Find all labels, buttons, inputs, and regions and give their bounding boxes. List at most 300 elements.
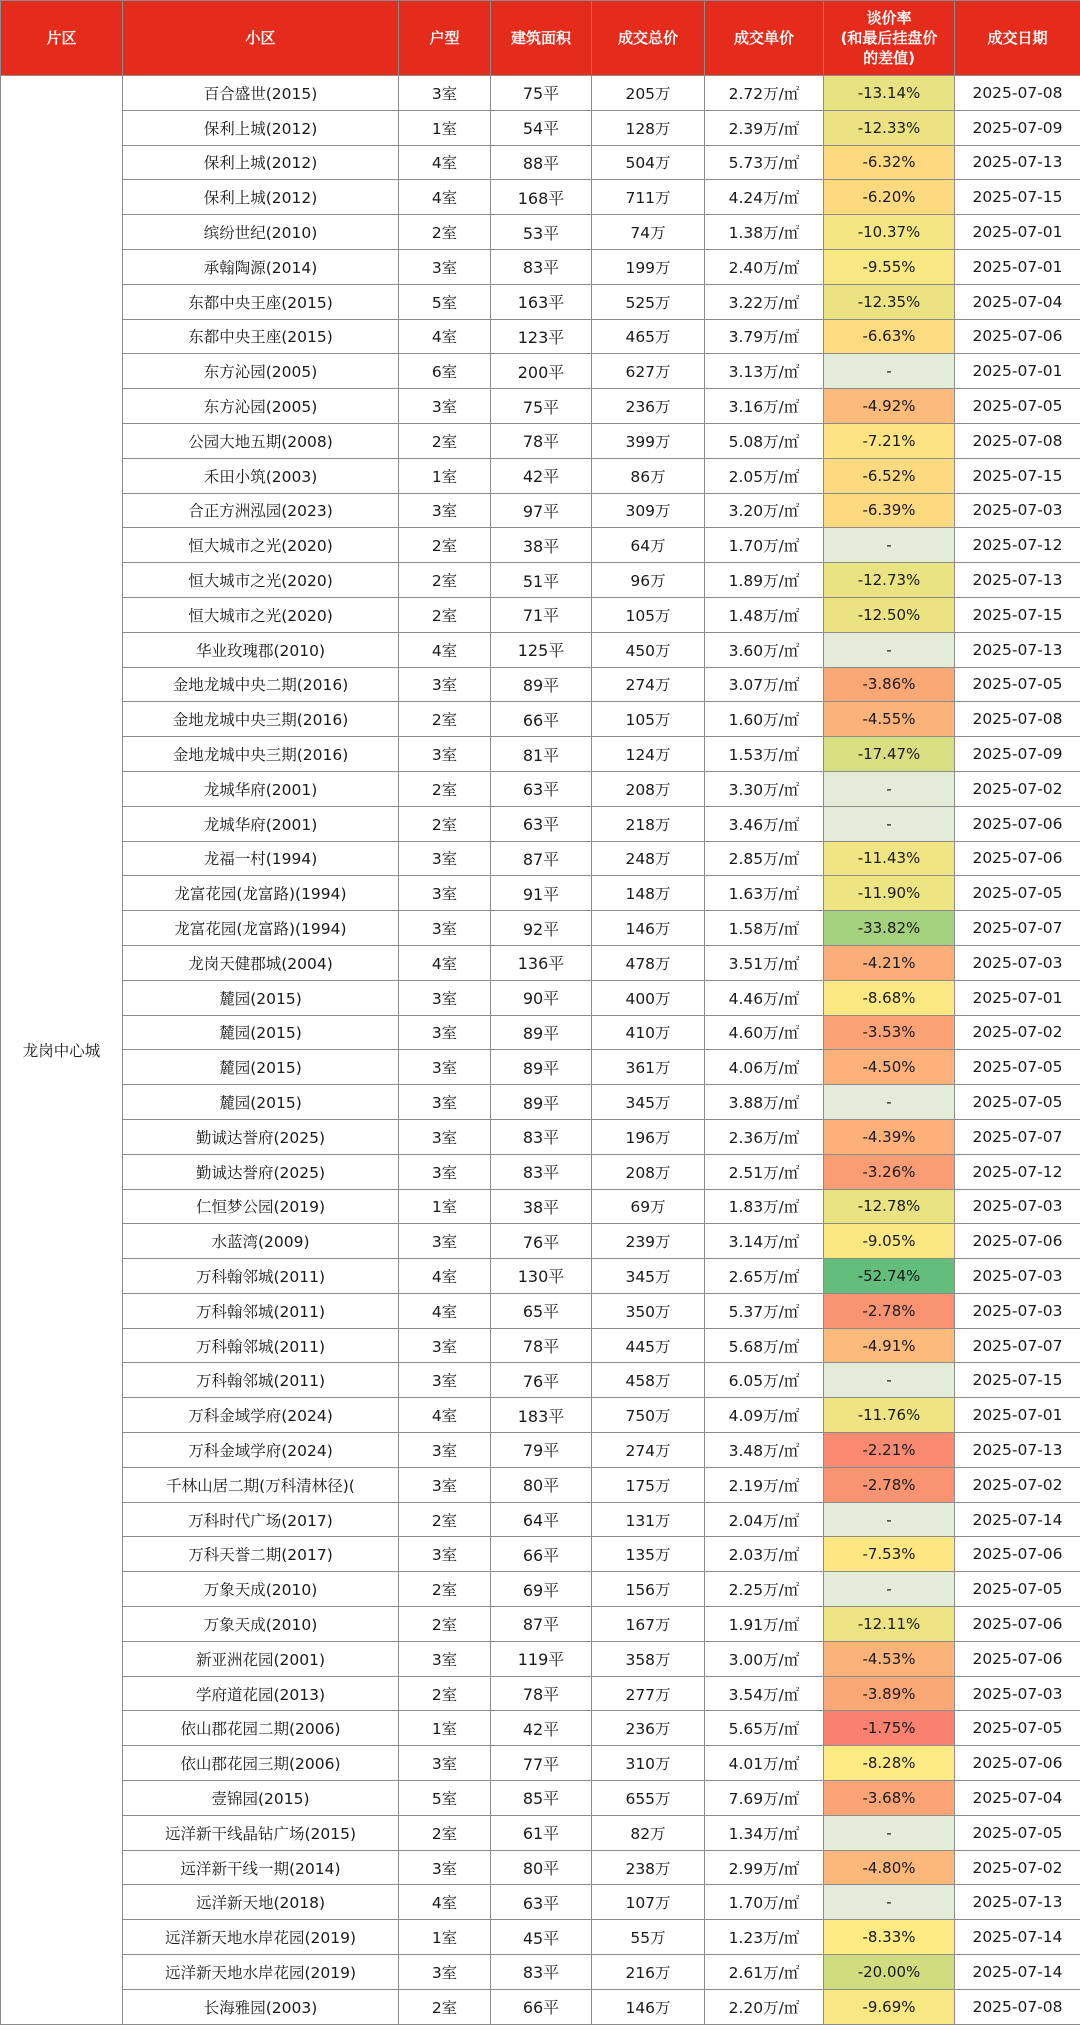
community-cell: 龙岗天健郡城(2004) [123, 945, 399, 980]
community-cell: 东都中央王座(2015) [123, 319, 399, 354]
layout-cell: 4室 [399, 180, 491, 215]
table-row [1, 597, 1080, 632]
layout-cell: 3室 [399, 1328, 491, 1363]
table-row [1, 1502, 1080, 1537]
date-cell: 2025-07-07 [955, 1119, 1080, 1154]
community-cell: 麓园(2015) [123, 1015, 399, 1050]
layout-cell: 4室 [399, 1398, 491, 1433]
date-cell: 2025-07-06 [955, 841, 1080, 876]
table-row [1, 1433, 1080, 1468]
layout-cell: 5室 [399, 1781, 491, 1816]
table-row [1, 389, 1080, 424]
unit-price-cell: 5.08万/㎡ [705, 423, 824, 458]
community-cell: 远洋新天地(2018) [123, 1885, 399, 1920]
table-row [1, 1885, 1080, 1920]
date-cell: 2025-07-13 [955, 1433, 1080, 1468]
date-cell: 2025-07-13 [955, 145, 1080, 180]
community-cell: 万象天成(2010) [123, 1607, 399, 1642]
table-row [1, 1293, 1080, 1328]
unit-price-cell: 1.38万/㎡ [705, 215, 824, 250]
date-cell: 2025-07-05 [955, 1711, 1080, 1746]
community-cell: 仁恒梦公园(2019) [123, 1189, 399, 1224]
area-cell: 136平 [491, 945, 592, 980]
layout-cell: 3室 [399, 1537, 491, 1572]
unit-price-cell: 2.61万/㎡ [705, 1955, 824, 1990]
area-cell: 87平 [491, 841, 592, 876]
header-unit-price: 成交单价 [705, 1, 824, 76]
community-cell: 金地龙城中央三期(2016) [123, 737, 399, 772]
total-price-cell: 107万 [592, 1885, 705, 1920]
table-row [1, 1398, 1080, 1433]
unit-price-cell: 1.23万/㎡ [705, 1920, 824, 1955]
area-cell: 71平 [491, 597, 592, 632]
community-cell: 龙城华府(2001) [123, 771, 399, 806]
layout-cell: 4室 [399, 1293, 491, 1328]
total-price-cell: 239万 [592, 1224, 705, 1259]
date-cell: 2025-07-07 [955, 1328, 1080, 1363]
table-row [1, 1537, 1080, 1572]
bargain-rate-cell: - [824, 632, 955, 667]
community-cell: 恒大城市之光(2020) [123, 597, 399, 632]
community-cell: 万科翰邻城(2011) [123, 1259, 399, 1294]
table-row [1, 284, 1080, 319]
community-cell: 金地龙城中央二期(2016) [123, 667, 399, 702]
total-price-cell: 310万 [592, 1746, 705, 1781]
area-cell: 200平 [491, 354, 592, 389]
layout-cell: 3室 [399, 493, 491, 528]
table-row [1, 1711, 1080, 1746]
unit-price-cell: 1.48万/㎡ [705, 597, 824, 632]
layout-cell: 3室 [399, 76, 491, 111]
layout-cell: 3室 [399, 389, 491, 424]
table-row [1, 702, 1080, 737]
layout-cell: 2室 [399, 1502, 491, 1537]
layout-cell: 1室 [399, 1189, 491, 1224]
total-price-cell: 175万 [592, 1467, 705, 1502]
area-cell: 38平 [491, 1189, 592, 1224]
table-row [1, 458, 1080, 493]
layout-cell: 4室 [399, 1885, 491, 1920]
bargain-rate-cell: -17.47% [824, 737, 955, 772]
community-cell: 万科金域学府(2024) [123, 1398, 399, 1433]
layout-cell: 3室 [399, 1850, 491, 1885]
area-cell: 89平 [491, 1085, 592, 1120]
bargain-rate-cell: - [824, 354, 955, 389]
community-cell: 东方沁园(2005) [123, 354, 399, 389]
layout-cell: 2室 [399, 597, 491, 632]
table-row [1, 632, 1080, 667]
area-cell: 54平 [491, 110, 592, 145]
date-cell: 2025-07-02 [955, 1015, 1080, 1050]
layout-cell: 2室 [399, 423, 491, 458]
date-cell: 2025-07-06 [955, 1224, 1080, 1259]
table-row [1, 319, 1080, 354]
date-cell: 2025-07-06 [955, 806, 1080, 841]
table-row [1, 1781, 1080, 1816]
table-row [1, 737, 1080, 772]
table-row [1, 1015, 1080, 1050]
table-row [1, 841, 1080, 876]
table-row [1, 876, 1080, 911]
unit-price-cell: 6.05万/㎡ [705, 1363, 824, 1398]
layout-cell: 3室 [399, 980, 491, 1015]
bargain-rate-cell: -3.89% [824, 1676, 955, 1711]
date-cell: 2025-07-08 [955, 1989, 1080, 2024]
date-cell: 2025-07-05 [955, 1572, 1080, 1607]
community-cell: 恒大城市之光(2020) [123, 528, 399, 563]
area-cell: 85平 [491, 1781, 592, 1816]
table-row [1, 667, 1080, 702]
bargain-rate-cell: -8.33% [824, 1920, 955, 1955]
table-row [1, 493, 1080, 528]
layout-cell: 3室 [399, 737, 491, 772]
area-cell: 66平 [491, 1989, 592, 2024]
unit-price-cell: 1.89万/㎡ [705, 563, 824, 598]
bargain-rate-cell: -11.90% [824, 876, 955, 911]
community-cell: 麓园(2015) [123, 980, 399, 1015]
unit-price-cell: 2.36万/㎡ [705, 1119, 824, 1154]
date-cell: 2025-07-09 [955, 737, 1080, 772]
area-cell: 83平 [491, 249, 592, 284]
total-price-cell: 146万 [592, 1989, 705, 2024]
table-row [1, 806, 1080, 841]
total-price-cell: 450万 [592, 632, 705, 667]
table-row [1, 215, 1080, 250]
area-cell: 45平 [491, 1920, 592, 1955]
unit-price-cell: 4.01万/㎡ [705, 1746, 824, 1781]
community-cell: 勤诚达誉府(2025) [123, 1119, 399, 1154]
layout-cell: 2室 [399, 806, 491, 841]
area-cell: 61平 [491, 1815, 592, 1850]
bargain-rate-cell: - [824, 806, 955, 841]
table-row [1, 563, 1080, 598]
bargain-rate-cell: -4.39% [824, 1119, 955, 1154]
table-row [1, 945, 1080, 980]
bargain-rate-cell: -2.21% [824, 1433, 955, 1468]
layout-cell: 4室 [399, 945, 491, 980]
date-cell: 2025-07-01 [955, 354, 1080, 389]
date-cell: 2025-07-02 [955, 1850, 1080, 1885]
total-price-cell: 135万 [592, 1537, 705, 1572]
unit-price-cell: 7.69万/㎡ [705, 1781, 824, 1816]
bargain-rate-cell: -12.35% [824, 284, 955, 319]
layout-cell: 1室 [399, 458, 491, 493]
community-cell: 学府道花园(2013) [123, 1676, 399, 1711]
date-cell: 2025-07-02 [955, 1467, 1080, 1502]
total-price-cell: 82万 [592, 1815, 705, 1850]
total-price-cell: 655万 [592, 1781, 705, 1816]
unit-price-cell: 3.00万/㎡ [705, 1641, 824, 1676]
community-cell: 龙富花园(龙富路)(1994) [123, 876, 399, 911]
area-cell: 89平 [491, 667, 592, 702]
bargain-rate-cell: -2.78% [824, 1293, 955, 1328]
total-price-cell: 124万 [592, 737, 705, 772]
area-cell: 89平 [491, 1050, 592, 1085]
layout-cell: 2室 [399, 563, 491, 598]
header-total-price: 成交总价 [592, 1, 705, 76]
community-cell: 万科时代广场(2017) [123, 1502, 399, 1537]
date-cell: 2025-07-06 [955, 1641, 1080, 1676]
area-cell: 75平 [491, 76, 592, 111]
community-cell: 万科翰邻城(2011) [123, 1328, 399, 1363]
unit-price-cell: 1.70万/㎡ [705, 528, 824, 563]
bargain-rate-cell: - [824, 771, 955, 806]
community-cell: 万科翰邻城(2011) [123, 1293, 399, 1328]
layout-cell: 3室 [399, 1085, 491, 1120]
community-cell: 壹锦园(2015) [123, 1781, 399, 1816]
bargain-rate-cell: -4.50% [824, 1050, 955, 1085]
unit-price-cell: 2.05万/㎡ [705, 458, 824, 493]
layout-cell: 3室 [399, 1955, 491, 1990]
date-cell: 2025-07-15 [955, 1363, 1080, 1398]
unit-price-cell: 4.46万/㎡ [705, 980, 824, 1015]
total-price-cell: 445万 [592, 1328, 705, 1363]
total-price-cell: 69万 [592, 1189, 705, 1224]
table-row [1, 1641, 1080, 1676]
unit-price-cell: 4.09万/㎡ [705, 1398, 824, 1433]
date-cell: 2025-07-06 [955, 319, 1080, 354]
total-price-cell: 525万 [592, 284, 705, 319]
area-cell: 78平 [491, 423, 592, 458]
total-price-cell: 55万 [592, 1920, 705, 1955]
table-row [1, 1676, 1080, 1711]
unit-price-cell: 2.40万/㎡ [705, 249, 824, 284]
total-price-cell: 399万 [592, 423, 705, 458]
bargain-rate-cell: -8.68% [824, 980, 955, 1015]
date-cell: 2025-07-07 [955, 911, 1080, 946]
layout-cell: 3室 [399, 841, 491, 876]
date-cell: 2025-07-08 [955, 423, 1080, 458]
unit-price-cell: 3.30万/㎡ [705, 771, 824, 806]
bargain-rate-cell: -9.69% [824, 1989, 955, 2024]
header-row [1, 1, 1080, 76]
total-price-cell: 156万 [592, 1572, 705, 1607]
community-cell: 依山郡花园三期(2006) [123, 1746, 399, 1781]
community-cell: 保利上城(2012) [123, 180, 399, 215]
layout-cell: 1室 [399, 1920, 491, 1955]
table-row [1, 1224, 1080, 1259]
bargain-rate-cell: -3.53% [824, 1015, 955, 1050]
bargain-rate-cell: -4.80% [824, 1850, 955, 1885]
date-cell: 2025-07-05 [955, 1815, 1080, 1850]
area-cell: 183平 [491, 1398, 592, 1433]
layout-cell: 3室 [399, 1224, 491, 1259]
date-cell: 2025-07-05 [955, 1050, 1080, 1085]
date-cell: 2025-07-02 [955, 771, 1080, 806]
total-price-cell: 205万 [592, 76, 705, 111]
community-cell: 保利上城(2012) [123, 110, 399, 145]
bargain-rate-cell: -6.32% [824, 145, 955, 180]
total-price-cell: 248万 [592, 841, 705, 876]
date-cell: 2025-07-01 [955, 1398, 1080, 1433]
table-row [1, 1259, 1080, 1294]
community-cell: 远洋新干线一期(2014) [123, 1850, 399, 1885]
total-price-cell: 711万 [592, 180, 705, 215]
date-cell: 2025-07-04 [955, 1781, 1080, 1816]
bargain-rate-cell: -10.37% [824, 215, 955, 250]
area-cell: 76平 [491, 1224, 592, 1259]
bargain-rate-cell: - [824, 1363, 955, 1398]
bargain-rate-cell: - [824, 528, 955, 563]
bargain-rate-cell: -12.50% [824, 597, 955, 632]
area-cell: 51平 [491, 563, 592, 598]
bargain-rate-cell: -4.21% [824, 945, 955, 980]
bargain-rate-cell: -6.63% [824, 319, 955, 354]
bargain-rate-cell: - [824, 1885, 955, 1920]
unit-price-cell: 1.63万/㎡ [705, 876, 824, 911]
community-cell: 龙富花园(龙富路)(1994) [123, 911, 399, 946]
community-cell: 龙福一村(1994) [123, 841, 399, 876]
area-cell: 90平 [491, 980, 592, 1015]
total-price-cell: 465万 [592, 319, 705, 354]
unit-price-cell: 2.25万/㎡ [705, 1572, 824, 1607]
bargain-rate-cell: - [824, 1815, 955, 1850]
area-cell: 130平 [491, 1259, 592, 1294]
unit-price-cell: 3.54万/㎡ [705, 1676, 824, 1711]
total-price-cell: 128万 [592, 110, 705, 145]
community-cell: 远洋新天地水岸花园(2019) [123, 1920, 399, 1955]
total-price-cell: 627万 [592, 354, 705, 389]
layout-cell: 2室 [399, 771, 491, 806]
area-cell: 53平 [491, 215, 592, 250]
total-price-cell: 105万 [592, 702, 705, 737]
unit-price-cell: 5.65万/㎡ [705, 1711, 824, 1746]
layout-cell: 5室 [399, 284, 491, 319]
date-cell: 2025-07-15 [955, 458, 1080, 493]
table-row [1, 1815, 1080, 1850]
bargain-rate-cell: -52.74% [824, 1259, 955, 1294]
community-cell: 万科金域学府(2024) [123, 1433, 399, 1468]
community-cell: 百合盛世(2015) [123, 76, 399, 111]
table-row [1, 110, 1080, 145]
bargain-rate-cell: -4.53% [824, 1641, 955, 1676]
date-cell: 2025-07-03 [955, 1676, 1080, 1711]
layout-cell: 2室 [399, 1815, 491, 1850]
table-row [1, 1955, 1080, 1990]
unit-price-cell: 1.53万/㎡ [705, 737, 824, 772]
layout-cell: 2室 [399, 1989, 491, 2024]
community-cell: 水蓝湾(2009) [123, 1224, 399, 1259]
date-cell: 2025-07-01 [955, 980, 1080, 1015]
area-cell: 63平 [491, 806, 592, 841]
area-cell: 80平 [491, 1850, 592, 1885]
total-price-cell: 148万 [592, 876, 705, 911]
community-cell: 保利上城(2012) [123, 145, 399, 180]
header-rate-line2: (和最后挂盘价 [840, 29, 938, 47]
unit-price-cell: 3.51万/㎡ [705, 945, 824, 980]
bargain-rate-cell: -7.21% [824, 423, 955, 458]
date-cell: 2025-07-06 [955, 1746, 1080, 1781]
date-cell: 2025-07-03 [955, 1189, 1080, 1224]
total-price-cell: 96万 [592, 563, 705, 598]
unit-price-cell: 2.03万/㎡ [705, 1537, 824, 1572]
date-cell: 2025-07-03 [955, 1293, 1080, 1328]
unit-price-cell: 4.24万/㎡ [705, 180, 824, 215]
community-cell: 万象天成(2010) [123, 1572, 399, 1607]
unit-price-cell: 5.37万/㎡ [705, 1293, 824, 1328]
total-price-cell: 274万 [592, 1433, 705, 1468]
bargain-rate-cell: -12.33% [824, 110, 955, 145]
date-cell: 2025-07-03 [955, 493, 1080, 528]
table-row [1, 1746, 1080, 1781]
unit-price-cell: 2.39万/㎡ [705, 110, 824, 145]
bargain-rate-cell: -4.92% [824, 389, 955, 424]
area-cell: 69平 [491, 1572, 592, 1607]
table-row [1, 1920, 1080, 1955]
unit-price-cell: 3.88万/㎡ [705, 1085, 824, 1120]
community-cell: 新亚洲花园(2001) [123, 1641, 399, 1676]
table-row [1, 1989, 1080, 2024]
bargain-rate-cell: -9.55% [824, 249, 955, 284]
community-cell: 金地龙城中央三期(2016) [123, 702, 399, 737]
total-price-cell: 238万 [592, 1850, 705, 1885]
layout-cell: 3室 [399, 1746, 491, 1781]
table-row [1, 980, 1080, 1015]
header-district: 片区 [1, 1, 123, 76]
date-cell: 2025-07-14 [955, 1955, 1080, 1990]
table-row [1, 911, 1080, 946]
bargain-rate-cell: -9.05% [824, 1224, 955, 1259]
unit-price-cell: 3.20万/㎡ [705, 493, 824, 528]
unit-price-cell: 3.22万/㎡ [705, 284, 824, 319]
table-row [1, 1850, 1080, 1885]
unit-price-cell: 3.16万/㎡ [705, 389, 824, 424]
unit-price-cell: 4.60万/㎡ [705, 1015, 824, 1050]
total-price-cell: 64万 [592, 528, 705, 563]
date-cell: 2025-07-05 [955, 667, 1080, 702]
bargain-rate-cell: -6.52% [824, 458, 955, 493]
area-cell: 83平 [491, 1119, 592, 1154]
bargain-rate-cell: -4.91% [824, 1328, 955, 1363]
area-cell: 65平 [491, 1293, 592, 1328]
unit-price-cell: 2.85万/㎡ [705, 841, 824, 876]
bargain-rate-cell: -20.00% [824, 1955, 955, 1990]
total-price-cell: 309万 [592, 493, 705, 528]
table-row [1, 249, 1080, 284]
area-cell: 75平 [491, 389, 592, 424]
date-cell: 2025-07-01 [955, 215, 1080, 250]
layout-cell: 4室 [399, 1259, 491, 1294]
layout-cell: 3室 [399, 911, 491, 946]
total-price-cell: 236万 [592, 389, 705, 424]
area-cell: 88平 [491, 145, 592, 180]
unit-price-cell: 2.65万/㎡ [705, 1259, 824, 1294]
bargain-rate-cell: -3.26% [824, 1154, 955, 1189]
unit-price-cell: 2.19万/㎡ [705, 1467, 824, 1502]
total-price-cell: 199万 [592, 249, 705, 284]
layout-cell: 3室 [399, 1154, 491, 1189]
layout-cell: 4室 [399, 632, 491, 667]
community-cell: 承翰陶源(2014) [123, 249, 399, 284]
layout-cell: 3室 [399, 1433, 491, 1468]
unit-price-cell: 3.60万/㎡ [705, 632, 824, 667]
date-cell: 2025-07-08 [955, 76, 1080, 111]
bargain-rate-cell: - [824, 1085, 955, 1120]
bargain-rate-cell: -12.11% [824, 1607, 955, 1642]
header-layout: 户型 [399, 1, 491, 76]
table-row [1, 145, 1080, 180]
unit-price-cell: 1.34万/㎡ [705, 1815, 824, 1850]
bargain-rate-cell: - [824, 1572, 955, 1607]
unit-price-cell: 2.04万/㎡ [705, 1502, 824, 1537]
layout-cell: 3室 [399, 1467, 491, 1502]
area-cell: 97平 [491, 493, 592, 528]
total-price-cell: 750万 [592, 1398, 705, 1433]
layout-cell: 3室 [399, 667, 491, 702]
layout-cell: 3室 [399, 1050, 491, 1085]
date-cell: 2025-07-12 [955, 1154, 1080, 1189]
area-cell: 87平 [491, 1607, 592, 1642]
